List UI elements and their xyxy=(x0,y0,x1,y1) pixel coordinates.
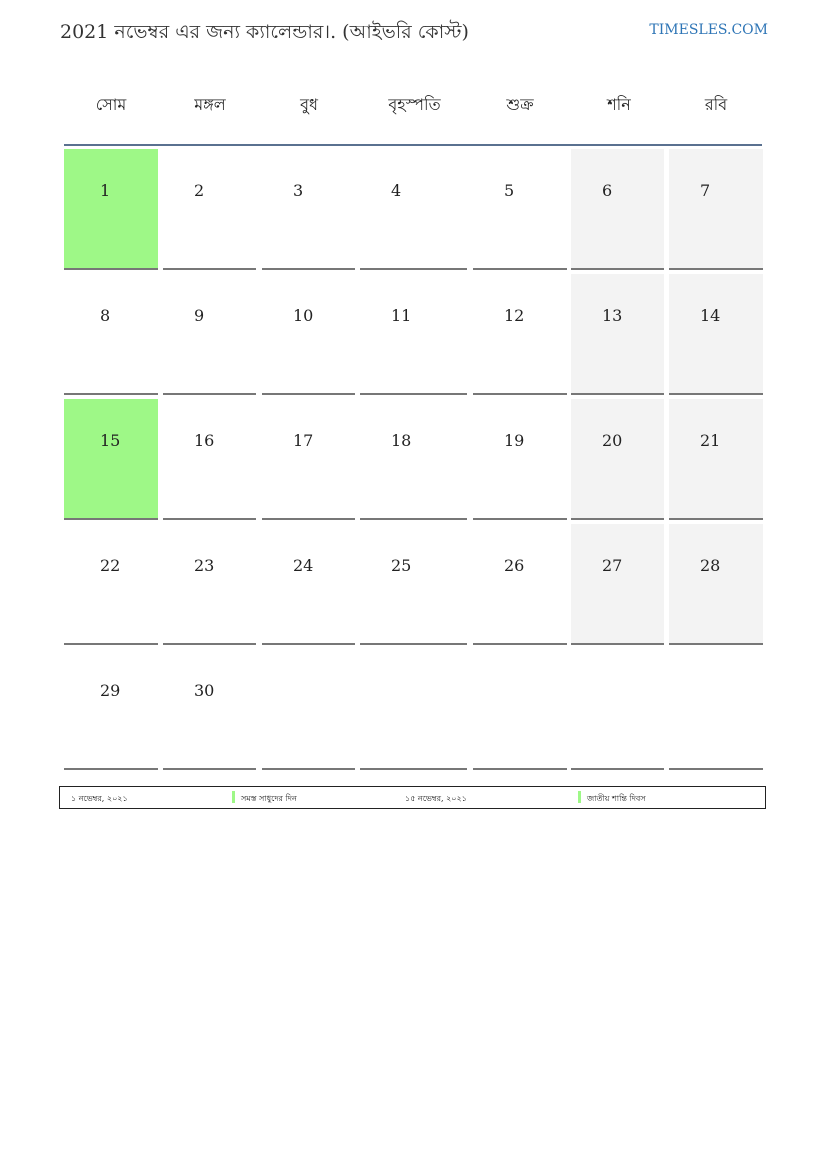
day-number: 27 xyxy=(602,556,623,575)
legend-holiday-1: সমস্ত সাধুদের দিন xyxy=(241,794,297,803)
legend-date-1: ১ নভেম্বর, ২০২১ xyxy=(71,794,128,803)
day-number: 12 xyxy=(504,306,525,325)
day-number: 3 xyxy=(293,181,304,200)
empty-day-cell xyxy=(669,649,763,770)
day-cell[interactable] xyxy=(360,524,467,645)
day-cell[interactable] xyxy=(262,399,355,520)
empty-day-cell xyxy=(360,649,467,770)
day-cell[interactable] xyxy=(473,524,567,645)
weekday-monday: সোম xyxy=(95,95,127,114)
day-number: 26 xyxy=(504,556,525,575)
day-cell[interactable] xyxy=(64,274,158,395)
weekday-wednesday: বুধ xyxy=(300,95,318,114)
day-number: 2 xyxy=(194,181,205,200)
day-number: 30 xyxy=(194,681,215,700)
holiday-legend xyxy=(59,786,766,809)
day-number: 25 xyxy=(391,556,412,575)
day-number: 15 xyxy=(100,431,121,450)
day-number: 19 xyxy=(504,431,525,450)
day-number: 11 xyxy=(391,306,412,325)
page-title: 2021 নভেম্বর এর জন্য ক্যালেন্ডার।. (আইভরি কোস্ট) xyxy=(60,21,469,43)
day-cell[interactable] xyxy=(669,524,763,645)
day-cell[interactable] xyxy=(262,524,355,645)
day-cell[interactable] xyxy=(669,274,763,395)
day-number: 22 xyxy=(100,556,121,575)
day-cell[interactable] xyxy=(473,274,567,395)
day-number: 9 xyxy=(194,306,205,325)
day-number: 21 xyxy=(700,431,721,450)
day-cell[interactable] xyxy=(669,399,763,520)
day-cell[interactable] xyxy=(163,524,256,645)
day-cell[interactable] xyxy=(571,274,664,395)
legend-date-2: ১৫ নভেম্বর, ২০২১ xyxy=(405,794,467,803)
day-cell[interactable] xyxy=(163,149,256,270)
day-number: 17 xyxy=(293,431,314,450)
day-number: 8 xyxy=(100,306,111,325)
weekday-header-row xyxy=(64,80,762,146)
day-cell[interactable] xyxy=(64,524,158,645)
day-cell[interactable] xyxy=(262,274,355,395)
day-cell[interactable] xyxy=(473,149,567,270)
day-number: 6 xyxy=(602,181,613,200)
day-number: 7 xyxy=(700,181,711,200)
day-number: 29 xyxy=(100,681,121,700)
day-cell[interactable] xyxy=(163,649,256,770)
weekday-tuesday: মঙ্গল xyxy=(194,95,226,114)
day-number: 16 xyxy=(194,431,215,450)
day-number: 20 xyxy=(602,431,623,450)
day-cell[interactable] xyxy=(669,149,763,270)
day-cell[interactable] xyxy=(360,149,467,270)
day-cell[interactable] xyxy=(571,149,664,270)
day-number: 10 xyxy=(293,306,314,325)
legend-marker-1 xyxy=(232,791,235,803)
day-number: 1 xyxy=(100,181,111,200)
day-number: 18 xyxy=(391,431,412,450)
day-cell[interactable] xyxy=(163,274,256,395)
day-cell[interactable] xyxy=(571,524,664,645)
day-cell[interactable] xyxy=(262,149,355,270)
day-cell[interactable] xyxy=(64,649,158,770)
day-cell[interactable] xyxy=(360,399,467,520)
day-number: 13 xyxy=(602,306,623,325)
empty-day-cell xyxy=(262,649,355,770)
day-cell[interactable] xyxy=(473,399,567,520)
legend-marker-2 xyxy=(578,791,581,803)
brand-link[interactable]: TIMESLES.COM xyxy=(649,22,768,38)
weekday-thursday: বৃহস্পতি xyxy=(388,95,441,114)
weekday-friday: শুক্র xyxy=(506,95,534,114)
weekday-sunday: রবি xyxy=(704,95,728,114)
empty-day-cell xyxy=(571,649,664,770)
day-number: 4 xyxy=(391,181,402,200)
day-number: 23 xyxy=(194,556,215,575)
day-number: 14 xyxy=(700,306,721,325)
day-cell[interactable] xyxy=(163,399,256,520)
weekday-saturday: শনি xyxy=(607,95,631,114)
day-cell[interactable] xyxy=(64,149,158,270)
day-cell[interactable] xyxy=(360,274,467,395)
empty-day-cell xyxy=(473,649,567,770)
day-number: 5 xyxy=(504,181,515,200)
legend-holiday-2: জাতীয় শান্তি দিবস xyxy=(587,794,646,803)
day-number: 28 xyxy=(700,556,721,575)
day-cell[interactable] xyxy=(571,399,664,520)
day-number: 24 xyxy=(293,556,314,575)
day-cell[interactable] xyxy=(64,399,158,520)
